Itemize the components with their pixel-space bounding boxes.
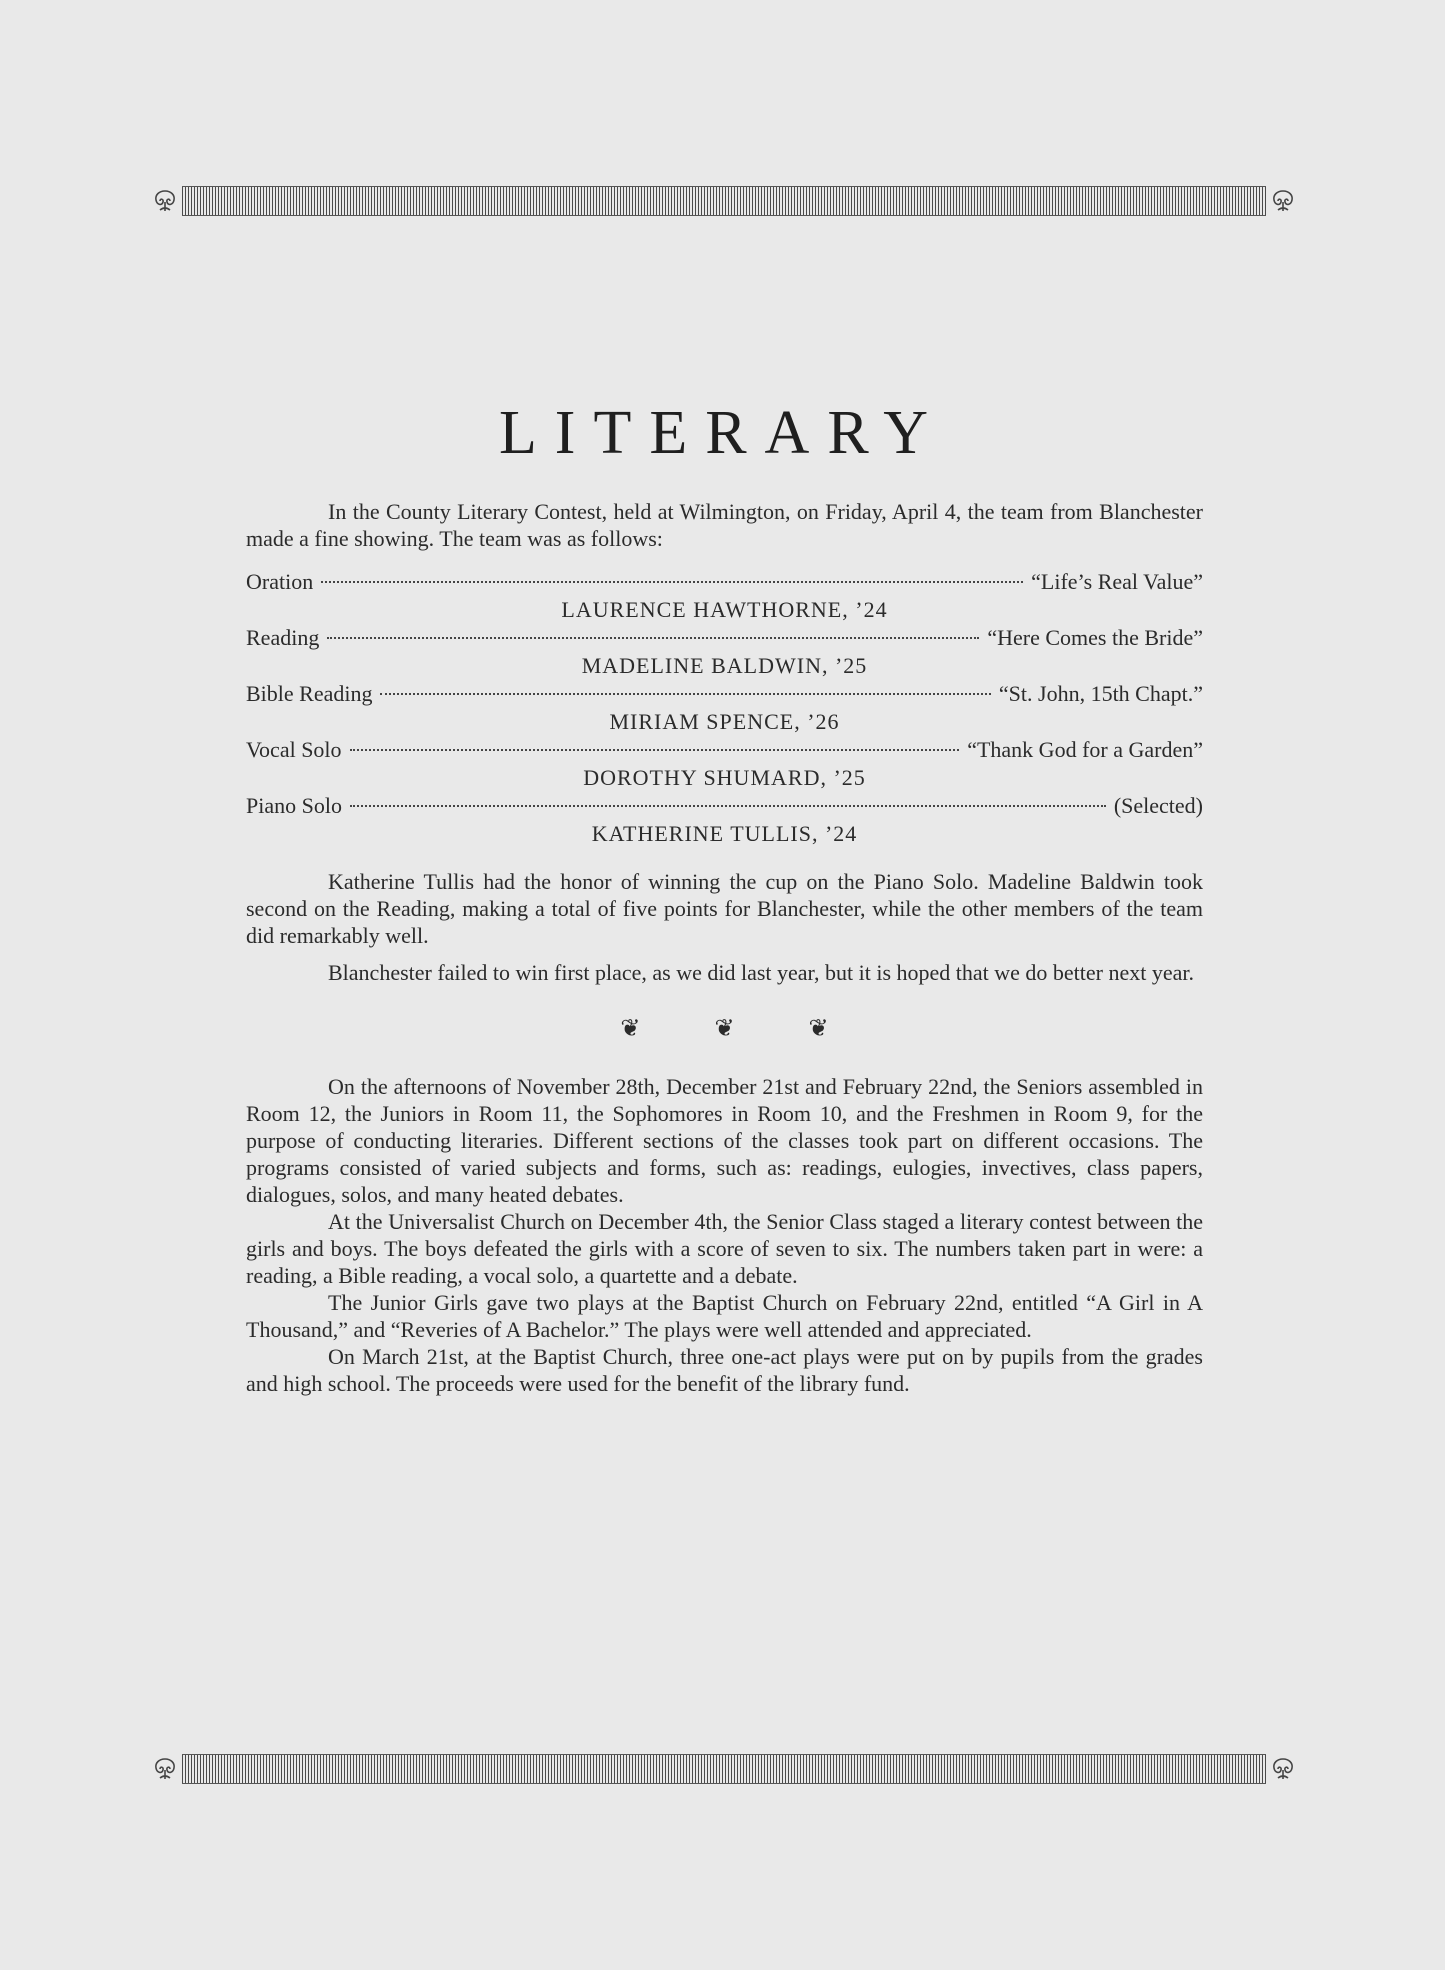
program-event: Vocal Solo bbox=[246, 737, 342, 762]
fleuron-ornament-icon bbox=[148, 1752, 182, 1786]
article-body bbox=[246, 498, 1203, 1397]
fleuron-ornament-icon bbox=[148, 184, 182, 218]
program-row bbox=[246, 624, 1203, 652]
program-performer: DOROTHY SHUMARD, ’25 bbox=[583, 765, 866, 790]
program-piece: “Thank God for a Garden” bbox=[967, 737, 1203, 762]
program-row bbox=[246, 736, 1203, 764]
program-list bbox=[246, 568, 1203, 848]
program-row bbox=[246, 568, 1203, 596]
section-divider bbox=[246, 1016, 1203, 1043]
striped-rule bbox=[182, 186, 1266, 216]
contest-result-paragraph: Blanchester failed to win first place, as we did last year, but it is hoped that we do better next year. bbox=[328, 960, 1195, 985]
program-event: Reading bbox=[246, 625, 320, 650]
school-literary-paragraph: The Junior Girls gave two plays at the Baptist Church on February 22nd, entitled “A Girl in A Thousand,” and “Reveries of A Bachelor.” The plays were well attended and appreciated. bbox=[246, 1290, 1203, 1342]
program-performer: LAURENCE HAWTHORNE, ’24 bbox=[561, 597, 888, 622]
program-performer: MADELINE BALDWIN, ’25 bbox=[581, 653, 868, 678]
program-performer: KATHERINE TULLIS, ’24 bbox=[591, 821, 858, 846]
fleuron-ornament-icon bbox=[1266, 184, 1300, 218]
program-row bbox=[246, 680, 1203, 708]
dot-leader bbox=[321, 581, 1023, 583]
intro-paragraph: In the County Literary Contest, held at Wilmington, on Friday, April 4, the team from Blanchester made a fine showing. The team was as follows: bbox=[246, 499, 1203, 551]
program-row bbox=[246, 792, 1203, 820]
program-piece: “St. John, 15th Chapt.” bbox=[998, 681, 1203, 706]
fleuron-ornament-icon bbox=[1266, 1752, 1300, 1786]
dot-leader bbox=[350, 805, 1106, 807]
program-piece: “Life’s Real Value” bbox=[1031, 569, 1203, 594]
dot-leader bbox=[350, 749, 960, 751]
bottom-border bbox=[148, 1752, 1300, 1786]
school-literary-paragraph: On the afternoons of November 28th, December 21st and February 22nd, the Seniors assembled in Room 12, the Juniors in Room 11, the Sophomores in Room 10, and the Freshmen in Room 9, for the purpose of conducting literaries. Different sections of the classes took part on different occasions. The programs consisted of varied subjects and forms, such as: readings, eulogies, invectives, class papers, dialogues, solos, and many heated debates. bbox=[246, 1074, 1203, 1207]
dot-leader bbox=[380, 693, 990, 695]
page-title: LITERARY bbox=[498, 399, 947, 467]
contest-result-paragraph: Katherine Tullis had the honor of winning the cup on the Piano Solo. Madeline Baldwin took second on the Reading, making a total of five points for Blanchester, while the other members of the team did remarkably well. bbox=[246, 869, 1203, 948]
striped-rule bbox=[182, 1754, 1266, 1784]
dot-leader bbox=[327, 637, 979, 639]
program-event: Piano Solo bbox=[246, 793, 342, 818]
program-event: Bible Reading bbox=[246, 681, 373, 706]
program-piece: “Here Comes the Bride” bbox=[987, 625, 1203, 650]
floral-heart-icon: ❦ ❦ ❦ bbox=[620, 1016, 863, 1042]
program-piece: (Selected) bbox=[1113, 793, 1203, 818]
program-performer: MIRIAM SPENCE, ’26 bbox=[609, 709, 840, 734]
school-literary-paragraph: At the Universalist Church on December 4th, the Senior Class staged a literary contest between the girls and boys. The boys defeated the girls with a score of seven to six. The numbers taken part in were: a reading, a Bible reading, a vocal solo, a quartette and a debate. bbox=[246, 1209, 1203, 1288]
top-border bbox=[148, 184, 1300, 218]
school-literary-paragraph: On March 21st, at the Baptist Church, three one-act plays were put on by pupils from the grades and high school. The proceeds were used for the benefit of the library fund. bbox=[246, 1344, 1203, 1396]
program-event: Oration bbox=[246, 569, 314, 594]
